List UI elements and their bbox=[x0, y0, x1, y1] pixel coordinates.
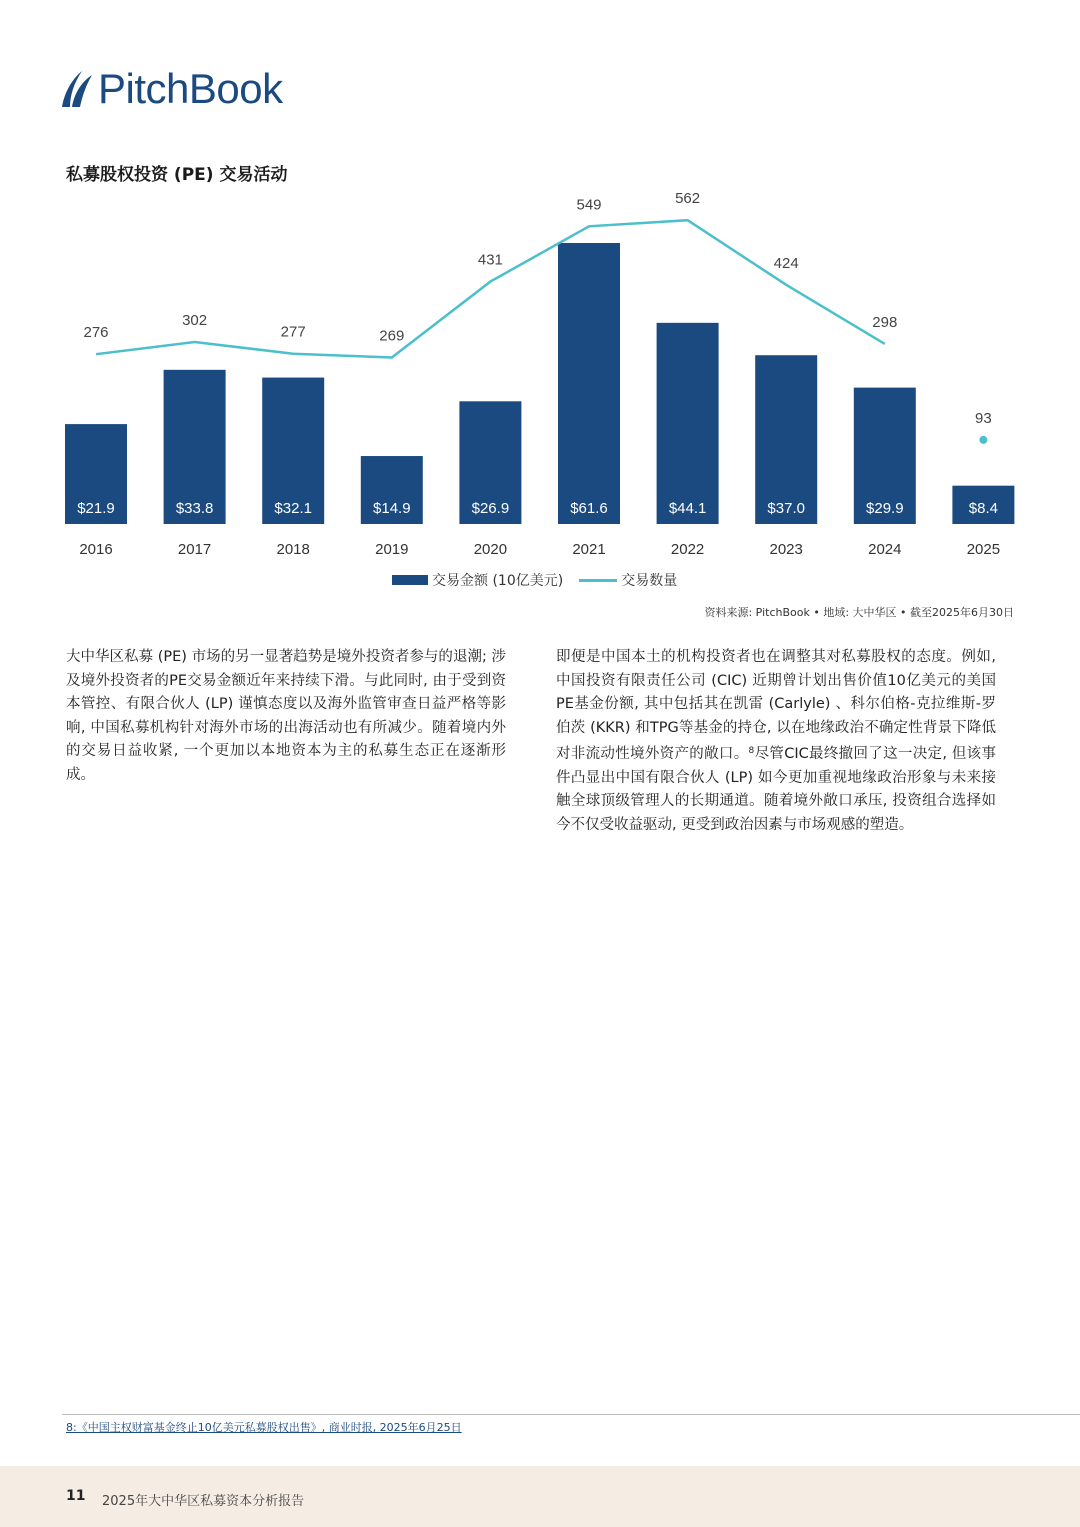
bar-value-label: $21.9 bbox=[77, 500, 115, 517]
bar-value-label: $44.1 bbox=[668, 500, 707, 517]
bar-value-label: $37.0 bbox=[767, 500, 805, 517]
bar-value-label: $8.4 bbox=[968, 500, 999, 517]
logo-sail-icon bbox=[58, 69, 94, 109]
count-value-label: 269 bbox=[379, 327, 405, 345]
chart-title: 私募股权投资 (PE) 交易活动 bbox=[66, 165, 288, 185]
chart-legend bbox=[392, 570, 677, 590]
legend-line-label: 交易数量 bbox=[621, 573, 678, 589]
bar-value-label: $33.8 bbox=[175, 500, 214, 517]
x-tick-label: 2025 bbox=[966, 541, 1001, 558]
x-tick-label: 2019 bbox=[375, 541, 409, 558]
deal-count-point-2025 bbox=[979, 436, 987, 444]
bar-value-label: $26.9 bbox=[471, 500, 510, 517]
bar-2022 bbox=[657, 323, 719, 524]
bar-value-label: $61.6 bbox=[570, 500, 608, 517]
count-value-label: 298 bbox=[872, 313, 898, 331]
bar-value-label: $14.9 bbox=[373, 500, 411, 517]
count-value-label: 93 bbox=[975, 409, 992, 427]
footnote-link[interactable]: 8:《中国主权财富基金终止10亿美元私募股权出售》, 商业时报, 2025年6月25日 bbox=[66, 1421, 462, 1434]
x-tick-label: 2022 bbox=[670, 541, 705, 558]
x-tick-label: 2016 bbox=[79, 541, 113, 558]
body-text-right-part2: 尽管CIC最终撤回了这一决定, 但该事件凸显出中国有限合伙人 (LP) 如今更加重视地缘政治形象与未来接触全球顶级管理人的长期通道。随着境外敞口承压, 投资组合选择如今不仅受收益驱动, 更受到政治因素与市场观感的塑造。 bbox=[556, 746, 996, 833]
legend-bar-label: 交易金额 (10亿美元) bbox=[432, 573, 564, 589]
x-tick-label: 2023 bbox=[769, 541, 803, 558]
body-text-left: 大中华区私募 (PE) 市场的另一显著趋势是境外投资者参与的退潮; 涉及境外投资者的PE交易金额近年来持续下滑。与此同时, 由于受到资本管控、有限合伙人 (LP) 谨慎态度以及海外监管审查日益严格等影响, 中国私募机构针对海外市场的出海活动也有所减少。随着境内外的交易日益收紧, 一个更加以本地资本为主的私募生态正在逐渐形成。 bbox=[66, 649, 506, 783]
legend-bar-swatch bbox=[392, 575, 428, 585]
bar-value-label: $29.9 bbox=[866, 500, 904, 517]
body-text-right bbox=[556, 646, 996, 837]
count-value-label: 276 bbox=[83, 324, 109, 342]
count-value-label: 549 bbox=[576, 196, 602, 214]
count-value-label: 562 bbox=[675, 190, 701, 208]
body-text-right-part1: 即便是中国本土的机构投资者也在调整其对私募股权的态度。例如, 中国投资有限责任公司 (CIC) 近期曾计划出售价值10亿美元的美国PE基金份额, 其中包括其在凯雷 (Carlyle) 、科尔伯格-克拉维斯-罗伯茨 (KKR) 和TPG等基金的持仓, 以在地缘政治不确定性背景下降低对非流动性境外资产的敞口。 bbox=[556, 649, 996, 762]
bar-2021 bbox=[558, 243, 620, 524]
count-value-label: 424 bbox=[773, 254, 799, 272]
legend-line-swatch bbox=[579, 579, 617, 582]
footer-title: 2025年大中华区私募资本分析报告 bbox=[102, 1494, 305, 1509]
bar-value-label: $32.1 bbox=[274, 500, 312, 517]
footnote-divider bbox=[62, 1414, 1080, 1415]
x-tick-label: 2018 bbox=[276, 541, 310, 558]
page-footer bbox=[0, 1466, 1080, 1527]
x-tick-label: 2020 bbox=[473, 541, 508, 558]
bar-2023 bbox=[755, 355, 817, 524]
count-value-label: 277 bbox=[280, 323, 306, 341]
x-tick-label: 2017 bbox=[177, 541, 212, 558]
deal-count-line bbox=[96, 220, 885, 357]
deal-activity-chart bbox=[0, 190, 1080, 570]
source-note: 资料来源: PitchBook • 地域: 大中华区 • 截至2025年6月30日 bbox=[704, 606, 1014, 619]
logo-text: PitchBook bbox=[98, 65, 283, 112]
x-tick-label: 2021 bbox=[572, 541, 606, 558]
page-number: 11 bbox=[66, 1488, 86, 1504]
count-value-label: 431 bbox=[477, 251, 503, 269]
pitchbook-logo bbox=[58, 64, 283, 114]
footnote-ref[interactable]: 8 bbox=[748, 746, 755, 756]
x-tick-label: 2024 bbox=[868, 541, 902, 558]
count-value-label: 302 bbox=[182, 312, 208, 330]
